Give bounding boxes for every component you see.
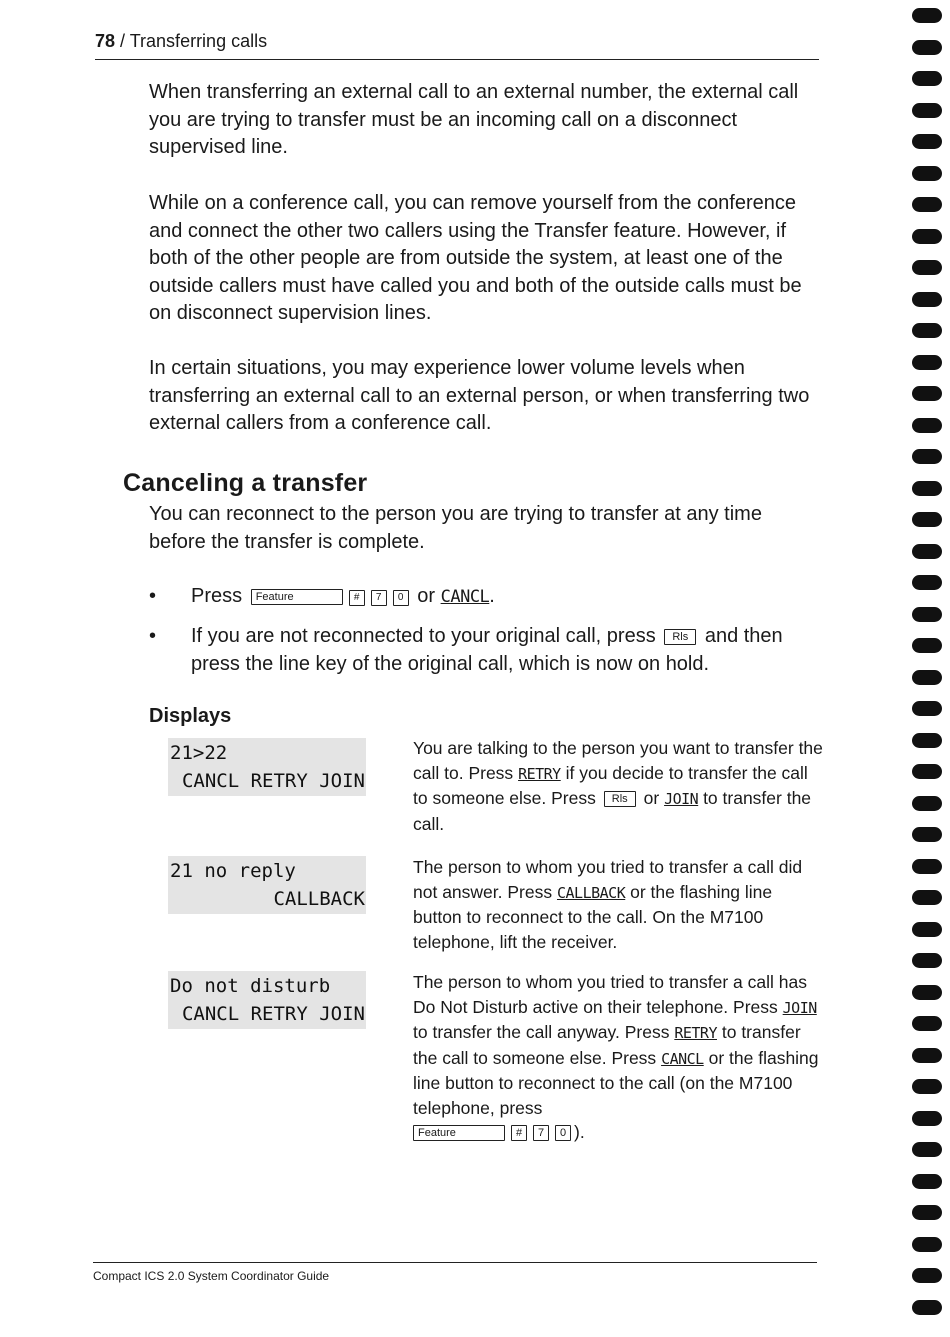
binding-hole [912, 1142, 942, 1157]
binding-hole [912, 827, 942, 842]
period: . [489, 585, 495, 607]
spiral-binding [912, 0, 946, 1337]
section-heading: Canceling a transfer [123, 469, 368, 497]
lcd-line-2: CANCL RETRY JOIN [181, 1003, 365, 1025]
zero-key: 0 [393, 590, 409, 606]
binding-hole [912, 1048, 942, 1063]
reconnect-text-post: and then press the line key of the original call, which is now on hold. [191, 625, 783, 675]
binding-hole [912, 670, 942, 685]
binding-hole [912, 701, 942, 716]
zero-key: 0 [555, 1125, 571, 1141]
display-description-transfer [413, 736, 823, 836]
lcd-line-1: Do not disturb [170, 975, 331, 997]
binding-hole [912, 449, 942, 464]
lcd-display-do-not-disturb [168, 971, 366, 1029]
reconnect-text-pre: If you are not reconnected to your original call, press [191, 625, 656, 647]
desc-text: ). [574, 1122, 585, 1142]
binding-hole [912, 229, 942, 244]
lcd-line-1: 21>22 [170, 742, 228, 764]
binding-hole [912, 292, 942, 307]
binding-hole [912, 1205, 942, 1220]
binding-hole [912, 638, 942, 653]
feature-key: Feature [251, 589, 343, 605]
cancl-softkey: CANCL [440, 587, 490, 607]
lcd-line-2: CANCL RETRY JOIN [181, 770, 365, 792]
binding-hole [912, 103, 942, 118]
display-description-no-reply [413, 855, 823, 954]
callback-softkey: CALLBACK [556, 883, 626, 902]
hash-key: # [349, 590, 365, 606]
binding-hole [912, 1016, 942, 1031]
bullet-text [191, 623, 821, 678]
bullet-dot-icon: • [149, 585, 157, 607]
binding-hole [912, 197, 942, 212]
binding-hole [912, 1300, 942, 1315]
binding-hole [912, 386, 942, 401]
binding-hole [912, 1174, 942, 1189]
header-section-title: Transferring calls [129, 31, 268, 51]
paragraph-external-transfer: When transferring an external call to an external number, the external call you are trying to transfer must be an incoming call on a disconnect supervised line. [149, 81, 799, 158]
cancl-softkey: CANCL [661, 1049, 704, 1068]
binding-hole [912, 40, 942, 55]
desc-text: or the flashing line button to reconnect to the call. On the M7100 telephone, lift the receiver. [413, 881, 773, 952]
binding-hole [912, 1237, 942, 1252]
binding-hole [912, 134, 942, 149]
desc-text: or [643, 788, 660, 808]
lcd-display-no-reply [168, 856, 366, 914]
bullet-dot-icon: • [149, 625, 157, 647]
binding-hole [912, 71, 942, 86]
binding-hole [912, 796, 942, 811]
binding-hole [912, 481, 942, 496]
displays-heading: Displays [149, 705, 232, 727]
binding-hole [912, 953, 942, 968]
retry-softkey: RETRY [674, 1024, 717, 1042]
lcd-line-2: CALLBACK [273, 888, 365, 910]
desc-text: to transfer the call. [413, 788, 812, 834]
binding-hole [912, 544, 942, 559]
rls-key: Rls [604, 791, 636, 807]
binding-hole [912, 733, 942, 748]
seven-key: 7 [533, 1125, 549, 1141]
paragraph-volume-levels: In certain situations, you may experience lower volume levels when transferring an external call to an external person, or when transferring two external callers from a conference call. [149, 357, 810, 434]
binding-hole [912, 355, 942, 370]
rls-key: Rls [664, 629, 696, 645]
binding-hole [912, 166, 942, 181]
desc-text: to transfer the call anyway. Press [413, 1022, 670, 1042]
join-softkey: JOIN [782, 998, 817, 1017]
hash-key: # [511, 1125, 527, 1141]
desc-text: You are talking to the person you want to transfer the call to. Press [413, 738, 823, 783]
lcd-line-1: 21 no reply [170, 860, 296, 882]
paragraph-conference-transfer: While on a conference call, you can remove yourself from the conference and connect the other two callers using the Transfer feature. However, if both of the other people are from outside the system, at least one of the outside callers must have called you and both of the outside calls must be on disconnect supervision lines. [149, 192, 802, 324]
binding-hole [912, 575, 942, 590]
bullet-text [191, 583, 821, 612]
binding-hole [912, 985, 942, 1000]
binding-hole [912, 1111, 942, 1126]
press-label: Press [191, 585, 243, 607]
binding-hole [912, 512, 942, 527]
binding-hole [912, 8, 942, 23]
binding-hole [912, 922, 942, 937]
retry-softkey: RETRY [518, 764, 561, 783]
binding-hole [912, 607, 942, 622]
binding-hole [912, 764, 942, 779]
binding-hole [912, 260, 942, 275]
page-header [95, 31, 819, 60]
desc-text: if you decide to transfer the call to someone else. Press [413, 762, 808, 808]
feature-key: Feature [413, 1125, 505, 1141]
or-label: or [417, 585, 436, 607]
desc-text: or the flashing line button to reconnect to the call (on the M7100 telephone, press [413, 1047, 819, 1118]
join-softkey: JOIN [664, 790, 699, 808]
lcd-display-transfer [168, 738, 366, 796]
desc-text: The person to whom you tried to transfer a call did not answer. Press [413, 857, 803, 902]
binding-hole [912, 890, 942, 905]
section-intro: You can reconnect to the person you are trying to transfer at any time before the transfer is complete. [149, 503, 762, 553]
binding-hole [912, 1268, 942, 1283]
desc-text: to transfer the call to someone else. Press [413, 1022, 801, 1068]
desc-text: The person to whom you tried to transfer a call has Do Not Disturb active on their telephone. Press [413, 972, 807, 1017]
binding-hole [912, 323, 942, 338]
binding-hole [912, 418, 942, 433]
binding-hole [912, 1079, 942, 1094]
page-number: 78 [95, 31, 116, 51]
header-separator: / [115, 31, 130, 51]
binding-hole [912, 859, 942, 874]
seven-key: 7 [371, 590, 387, 606]
display-description-do-not-disturb [413, 970, 823, 1145]
page-footer: Compact ICS 2.0 System Coordinator Guide [93, 1262, 817, 1283]
